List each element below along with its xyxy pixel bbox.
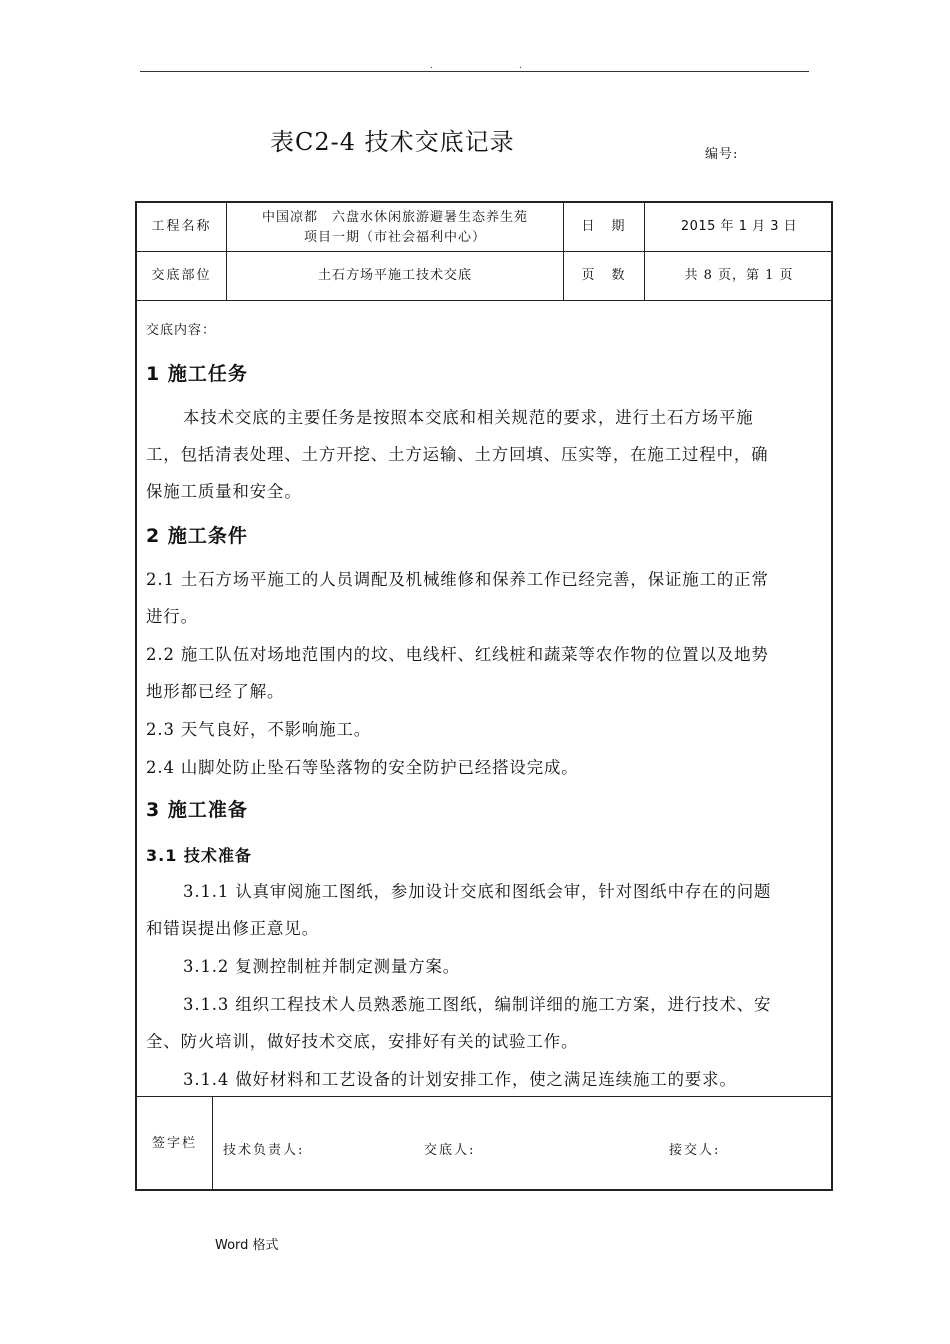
paragraph-line: 3.1.1 认真审阅施工图纸，参加设计交底和图纸会审，针对图纸中存在的问题 — [183, 882, 772, 901]
paragraph-line: 工，包括清表处理、土方开挖、土方运输、土方回填、压实等，在施工过程中，确 — [146, 445, 769, 464]
paragraph-line: 2.1 土石方场平施工的人员调配及机械维修和保养工作已经完善，保证施工的正常 — [146, 570, 769, 589]
paragraph-line: 2.4 山脚处防止坠石等坠落物的安全防护已经搭设完成。 — [146, 758, 579, 777]
project-name-label: 工程名称 — [151, 219, 212, 234]
content-label: 交底内容： — [146, 323, 217, 338]
pages-value: 共 8 页，第 1 页 — [684, 268, 794, 283]
record-table — [135, 201, 833, 1191]
project-name-value — [227, 205, 563, 251]
section-heading: 2 施工条件 — [146, 525, 248, 547]
pages-label: 页 数 — [581, 268, 627, 283]
footer-label: Word 格式 — [215, 1238, 279, 1253]
paragraph-line: 地形都已经了解。 — [146, 682, 285, 701]
paragraph-line: 和错误提出修正意见。 — [146, 919, 319, 938]
header-dot: . — [430, 61, 433, 71]
tech-lead-signature: 技术负责人: — [223, 1143, 305, 1158]
paragraph-line: 进行。 — [146, 607, 198, 626]
paragraph-line: 2.3 天气良好，不影响施工。 — [146, 720, 372, 739]
subsection-heading: 3.1 技术准备 — [146, 846, 252, 865]
paragraph-line: 本技术交底的主要任务是按照本交底和相关规范的要求，进行土石方场平施 — [183, 408, 754, 427]
section-heading: 1 施工任务 — [146, 363, 248, 385]
table-divider — [137, 300, 831, 301]
receiver-signature: 接交人: — [669, 1143, 721, 1158]
header-dot: . — [519, 61, 522, 71]
signature-label: 签字栏 — [151, 1136, 197, 1151]
header-rule — [140, 71, 809, 72]
table-divider — [212, 1096, 213, 1191]
paragraph-line: 3.1.3 组织工程技术人员熟悉施工图纸，编制详细的施工方案，进行技术、安 — [183, 995, 772, 1014]
paragraph-line: 全、防火培训，做好技术交底，安排好有关的试验工作。 — [146, 1032, 579, 1051]
section-heading: 3 施工准备 — [146, 799, 248, 821]
paragraph-line: 3.1.2 复测控制桩并制定测量方案。 — [183, 957, 461, 976]
project-name-line: 项目一期（市社会福利中心） — [303, 230, 486, 245]
handover-part-value: 土石方场平施工技术交底 — [317, 268, 472, 283]
handover-signature: 交底人: — [424, 1143, 476, 1158]
paragraph-line: 保施工质量和安全。 — [146, 482, 302, 501]
date-label: 日 期 — [581, 219, 627, 234]
page-title: 表C2-4 技术交底记录 — [270, 128, 515, 156]
project-name-line: 中国凉都 六盘水休闲旅游避暑生态养生苑 — [261, 210, 528, 225]
paragraph-line: 2.2 施工队伍对场地范围内的坟、电线杆、红线桩和蔬菜等农作物的位置以及地势 — [146, 645, 769, 664]
handover-part-label: 交底部位 — [151, 268, 212, 283]
paragraph-line: 3.1.4 做好材料和工艺设备的计划安排工作，使之满足连续施工的要求。 — [183, 1070, 737, 1089]
serial-number-label: 编号: — [705, 147, 739, 162]
date-value: 2015 年 1 月 3 日 — [680, 219, 798, 234]
